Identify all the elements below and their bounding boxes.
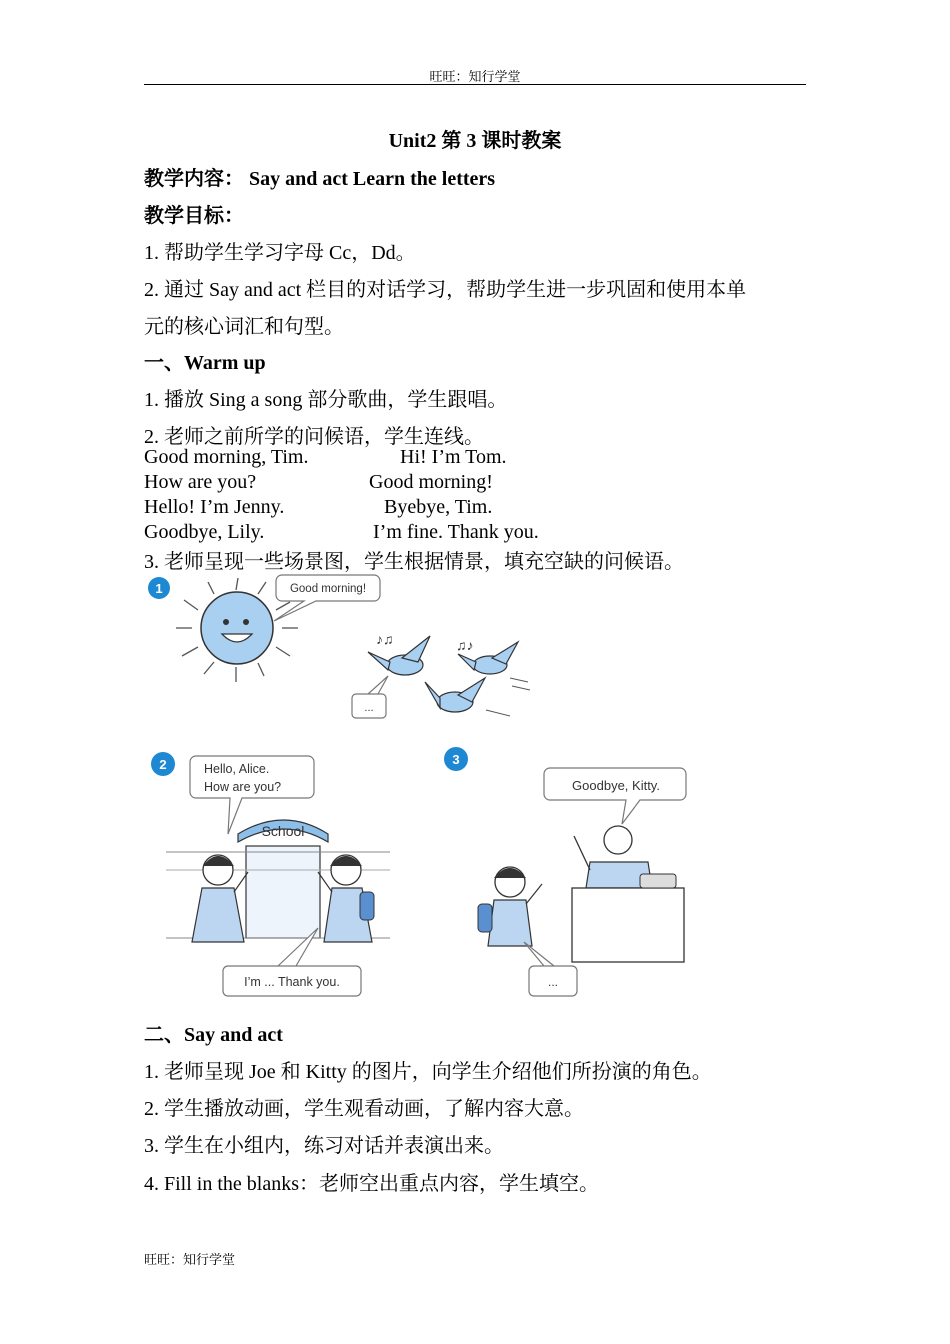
page-header: 旺旺：知行学堂 <box>429 69 521 84</box>
match-right-item: Byebye, Tim. <box>384 496 493 518</box>
match-right-item: Hi! I’m Tom. <box>400 446 507 468</box>
birds-icon <box>368 631 530 716</box>
bubble-text: ... <box>547 975 559 989</box>
match-left-item: How are you? <box>144 471 257 493</box>
doc-title: Unit2 第 3 课时教案 <box>388 130 562 152</box>
scene-3 <box>444 747 686 996</box>
bubble-text: Good morning! <box>289 583 367 595</box>
bubble-text: ... <box>364 702 374 714</box>
girl-figure <box>478 867 542 946</box>
svg-text:♫♪: ♫♪ <box>456 637 474 653</box>
section1-heading: 一、Warm up <box>144 352 266 374</box>
header-rule <box>144 84 806 85</box>
goal-item: 元的核心词汇和句型。 <box>144 316 344 338</box>
section1-item: 1. 播放 Sing a song 部分歌曲，学生跟唱。 <box>144 389 508 411</box>
page-footer: 旺旺：知行学堂 <box>144 1252 236 1267</box>
match-left-item: Good morning, Tim. <box>144 446 309 468</box>
badge-number: 1 <box>155 581 163 596</box>
badge-number: 3 <box>452 752 460 767</box>
bubble-text: Hello, Alice. <box>204 762 270 776</box>
goal-item: 1. 帮助学生学习字母 Cc，Dd。 <box>144 242 416 264</box>
section2-item: 2. 学生播放动画，学生观看动画，了解内容大意。 <box>144 1098 584 1120</box>
section2-heading: 二、Say and act <box>144 1024 283 1046</box>
section1-item: 3. 老师呈现一些场景图，学生根据情景，填充空缺的问候语。 <box>144 551 684 573</box>
girl-figure-left <box>192 855 248 942</box>
section2-item: 4. Fill in the blanks：老师空出重点内容，学生填空。 <box>144 1173 599 1195</box>
speech-bubble <box>274 575 380 621</box>
girl-figure-right <box>318 855 374 942</box>
svg-text:♪♫: ♪♫ <box>376 631 394 647</box>
match-right-item: Good morning! <box>369 471 493 493</box>
content-line: 教学内容： Say and act Learn the letters <box>144 168 496 190</box>
bubble-text: Goodbye, Kitty. <box>572 778 660 793</box>
scene-1 <box>148 575 530 718</box>
section2-item: 1. 老师呈现 Joe 和 Kitty 的图片，向学生介绍他们所扮演的角色。 <box>144 1061 712 1083</box>
goals-heading: 教学目标： <box>144 205 244 227</box>
goal-item: 2. 通过 Say and act 栏目的对话学习，帮助学生进一步巩固和使用本单 <box>144 279 747 301</box>
scene-2 <box>151 752 390 996</box>
match-left-item: Hello! I’m Jenny. <box>144 496 285 518</box>
match-right-item: I’m fine. Thank you. <box>373 521 539 543</box>
speech-bubble <box>352 676 388 718</box>
speech-bubble <box>544 768 686 824</box>
school-sign-text: School <box>261 823 305 839</box>
badge-number: 2 <box>159 757 167 772</box>
section2-item: 3. 学生在小组内，练习对话并表演出来。 <box>144 1135 504 1157</box>
match-left-item: Goodbye, Lily. <box>144 521 265 543</box>
greeting-scenes-illustration <box>140 570 700 1010</box>
section1-item: 2. 老师之前所学的问候语，学生连线。 <box>144 426 484 448</box>
bubble-text: I’m ... Thank you. <box>244 975 340 989</box>
speech-bubble <box>524 942 577 996</box>
bubble-text: How are you? <box>204 780 282 794</box>
